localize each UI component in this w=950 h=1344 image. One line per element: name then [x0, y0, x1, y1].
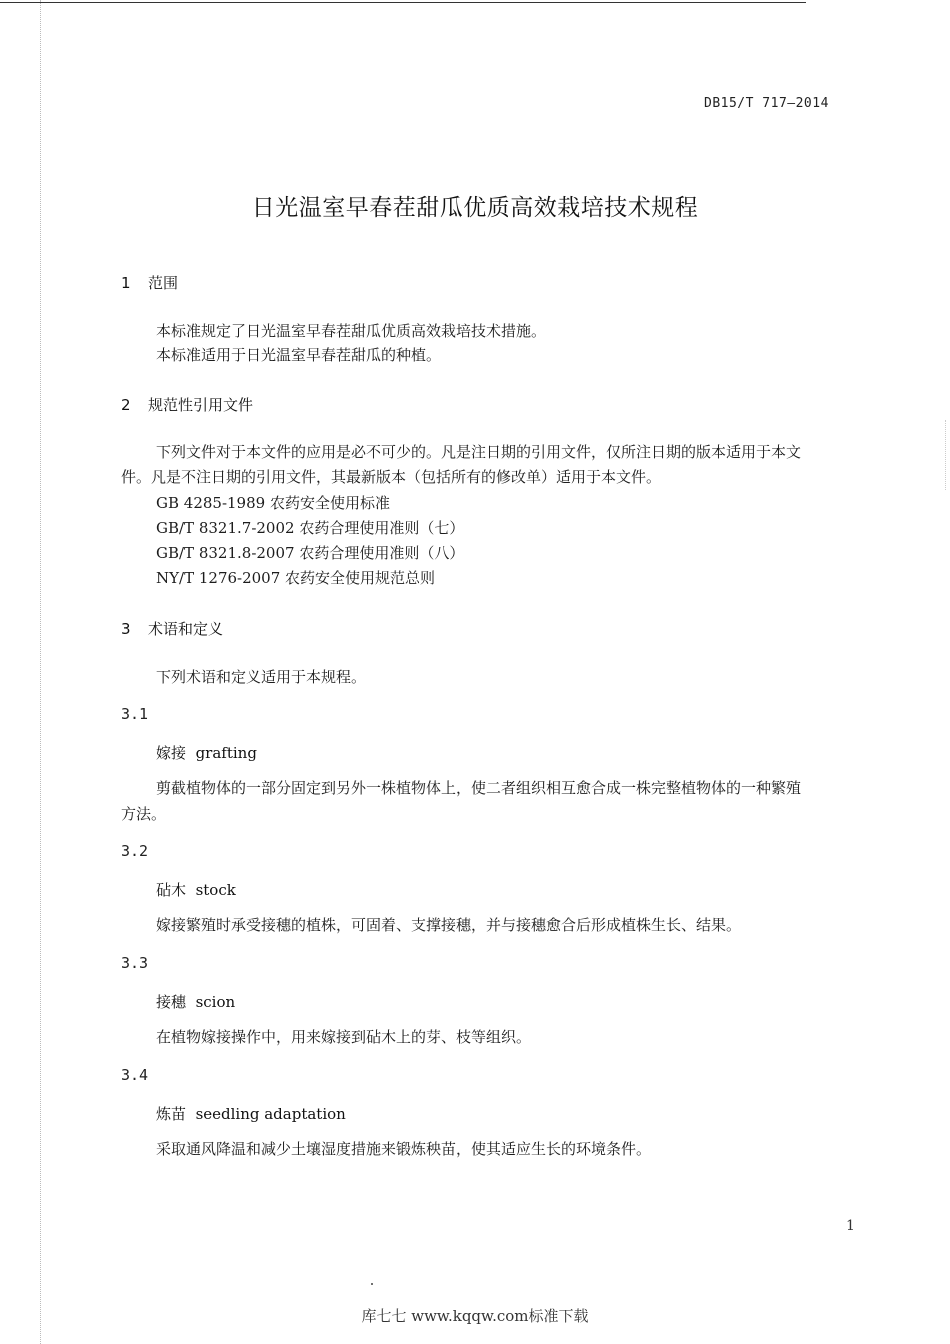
reference-item: GB/T 8321.7-2002 农药合理使用准则（七）: [156, 519, 465, 537]
section-number: 2: [121, 396, 131, 414]
reference-item: GB 4285-1989 农药安全使用标准: [156, 494, 390, 512]
section-3-heading: [121, 618, 223, 639]
section-number: 1: [121, 274, 131, 292]
section-title: 规范性引用文件: [148, 396, 254, 414]
term-heading: [156, 1103, 346, 1124]
reference-item: NY/T 1276-2007 农药安全使用规范总则: [156, 569, 436, 587]
term-zh: 嫁接: [156, 744, 187, 762]
term-number: 3.4: [121, 1066, 149, 1084]
footer-watermark: 库七七 www.kqqw.com标准下载: [361, 1307, 589, 1325]
paragraph: 本标准适用于日光温室早春茬甜瓜的种植。: [156, 346, 442, 364]
term-zh: 接穗: [156, 993, 187, 1011]
section-1-heading: [121, 272, 178, 293]
paragraph: 下列文件对于本文件的应用是必不可少的。凡是注日期的引用文件，仅所注日期的版本适用于本文: [156, 443, 802, 461]
section-title: 术语和定义: [148, 620, 224, 638]
scan-speck: [371, 1283, 373, 1285]
term-zh: 炼苗: [156, 1105, 187, 1123]
term-en: stock: [195, 881, 236, 899]
paragraph: 件。凡是不注日期的引用文件，其最新版本（包括所有的修改单）适用于本文件。: [121, 468, 662, 486]
term-definition: 采取通风降温和减少土壤湿度措施来锻炼秧苗，使其适应生长的环境条件。: [156, 1140, 652, 1158]
page-number: 1: [846, 1218, 855, 1234]
reference-item: GB/T 8321.8-2007 农药合理使用准则（八）: [156, 544, 465, 562]
section-number: 3: [121, 620, 131, 638]
term-heading: [156, 879, 236, 900]
section-2-heading: [121, 394, 253, 415]
document-number: DB15/T 717—2014: [704, 96, 829, 111]
section-title: 范围: [148, 274, 179, 292]
term-number: 3.1: [121, 705, 149, 723]
term-definition: 剪截植物体的一部分固定到另外一株植物体上，使二者组织相互愈合成一株完整植物体的一种繁殖: [156, 779, 802, 797]
term-number: 3.2: [121, 842, 149, 860]
paragraph: 下列术语和定义适用于本规程。: [156, 668, 367, 686]
term-number: 3.3: [121, 954, 149, 972]
paragraph: 本标准规定了日光温室早春茬甜瓜优质高效栽培技术措施。: [156, 322, 547, 340]
term-heading: [156, 742, 257, 763]
term-zh: 砧木: [156, 881, 187, 899]
document-title: 日光温室早春茬甜瓜优质高效栽培技术规程: [251, 195, 699, 221]
term-definition: 在植物嫁接操作中，用来嫁接到砧木上的芽、枝等组织。: [156, 1028, 532, 1046]
term-heading: [156, 991, 235, 1012]
term-definition: 嫁接繁殖时承受接穗的植株，可固着、支撑接穗，并与接穗愈合后形成植株生长、结果。: [156, 916, 742, 934]
term-en: grafting: [195, 744, 257, 762]
term-en: seedling adaptation: [195, 1105, 346, 1123]
term-en: scion: [195, 993, 236, 1011]
top-rule: [0, 2, 806, 3]
scan-edge-right: [945, 420, 946, 490]
term-definition: 方法。: [121, 805, 167, 823]
